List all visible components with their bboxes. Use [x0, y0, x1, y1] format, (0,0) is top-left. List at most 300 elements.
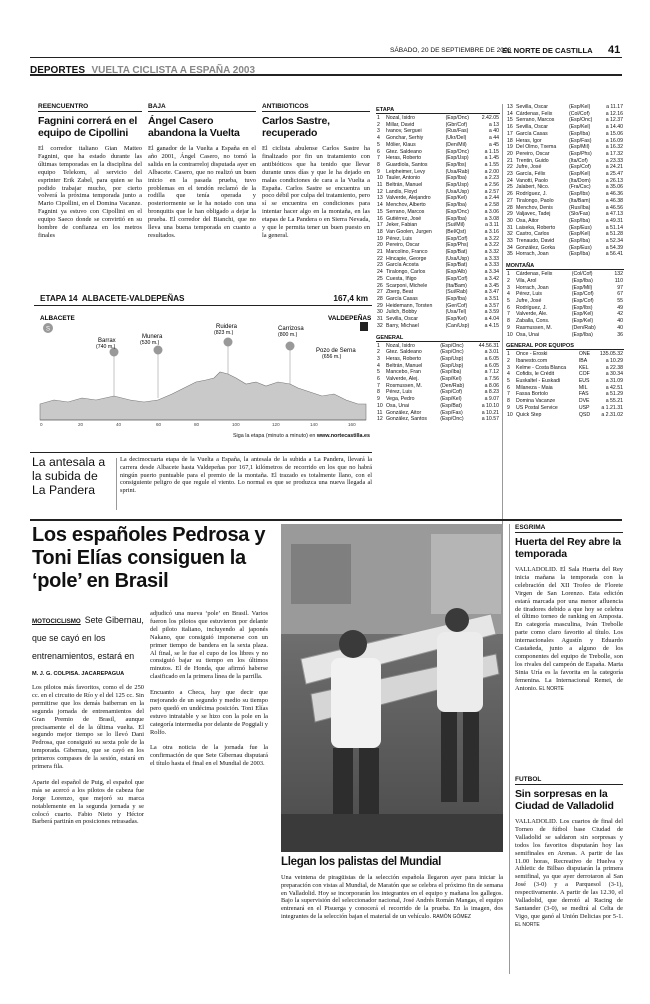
antesala-text: La decimocuarta etapa de la Vuelta a España, la antesala de la subida a La Pandera, llevará la carrera desde Albacete hasta Valdepeñas por 167,1 kilómetros de recorrido en los que no habrá ningún puerto puntuable para el premio de la montaña. El trazado es totalmente llano, con el consiguiente peligro de que regule el viento. Lo normal es que se produzca una nueva llegada al sprint. [120, 456, 372, 495]
table-row [376, 403, 500, 410]
rank-cell: 27 [377, 289, 383, 296]
time-cell: a 40 [488, 128, 499, 135]
futbol-headline: Sin sorpresas en la Ciudad de Valladolid [515, 788, 614, 812]
table-row [376, 175, 500, 182]
time-cell: a 3.22 [484, 242, 499, 249]
montana-table [506, 271, 624, 338]
time-cell: a 10.57 [481, 416, 499, 423]
rank-cell: 2 [377, 349, 380, 356]
rank-cell: 30 [377, 309, 383, 316]
team-cell: (Esp/Cof) [571, 297, 594, 304]
section-rule [30, 74, 622, 76]
time-cell: a 2.58 [484, 202, 499, 209]
team-cell: (Esp/Usp) [445, 155, 469, 162]
rank-cell: 8 [377, 161, 380, 168]
rank-cell: 5 [507, 378, 510, 385]
name-cell: Sevilla, Óscar [386, 316, 418, 323]
results-divider [502, 104, 503, 530]
time-cell: a 47.13 [605, 211, 623, 218]
rank-cell: 9 [377, 396, 380, 403]
rank-cell: 1 [377, 342, 380, 349]
km-tick: 140 [310, 422, 318, 427]
time-cell: a 3.57 [484, 302, 499, 309]
table-row [506, 238, 624, 245]
rank-cell: 1 [507, 351, 510, 358]
rank-cell: 2 [507, 357, 510, 364]
table-row [376, 369, 500, 376]
table-row [506, 278, 624, 285]
team-cell: (Den/Mil) [445, 141, 467, 148]
time-cell: 44.56.31 [478, 342, 499, 349]
etapa-table [376, 115, 500, 330]
team-cell: (Esp/Alb) [445, 269, 467, 276]
table-row [506, 171, 624, 178]
table-row [376, 416, 500, 423]
rank-cell: 9 [507, 324, 510, 331]
team-cell: (Slo/Fas) [568, 211, 591, 218]
name-cell: Fassa Bortolo [516, 391, 549, 398]
name-cell: Valverde, Ale. [516, 311, 548, 318]
story-body: El ganador de la Vuelta a España en el año 2001, Ángel Casero, no tomó la salida en la contrarreloj disputada ayer en Albacete. Casero, que no realizó un buen inicio en la pasada prueba, tuvo problemas en el tendón reclamó de la rodilla que tenía operada y posteriormente se le ha notado con una bronquitis que le han obligado a dejar la prueba. El corredor del Bianchi, que no lleva una buena temporada en cuanto a resultados. [148, 145, 256, 239]
section-subtitle: VUELTA CICLISTA A ESPAÑA 2003 [91, 65, 256, 74]
time-cell: a 44 [488, 135, 499, 142]
esgrima-headline: Huerta del Rey abre la temporada [515, 536, 621, 560]
name-cell: Beltrán, Manuel [386, 362, 423, 369]
time-cell: 40 [617, 318, 623, 325]
team-cell: (Esp/Kel) [440, 396, 462, 403]
team-cell: (Esp/Cof) [445, 275, 468, 282]
table-row [376, 276, 500, 283]
team-cell: (Ger/Cof) [445, 302, 468, 309]
table-row [376, 182, 500, 189]
rank-cell: 5 [377, 369, 380, 376]
team-cell: (Col/Cof) [571, 271, 593, 278]
table-row [376, 396, 500, 403]
name-cell: Gtez. Saldeano [386, 148, 422, 155]
story-fagnini [38, 103, 142, 279]
story-body: El ciclista abulense Carlos Sastre ha finalizado por fin un tratamiento con antibióticos que ha tenido que llevar durante unos días y que le ha dejado en malas condiciones de cara a la Vuelta a España. Carlos Sastre se encuentra un poco débil por culpa del tratamiento, pero sí se encuentra en condiciones para intentar hacer algo en la montaña, en las etapas de La Pandera o en Sierra Nevada, y que le permita tener un buen puesto en la general. [262, 145, 370, 239]
rank-cell: 24 [507, 177, 513, 184]
team-cell: (Ita/Cof) [568, 157, 588, 164]
table-row [376, 410, 500, 417]
rank-cell: 23 [507, 171, 513, 178]
name-cell: Trenaudo, David [516, 238, 555, 245]
name-cell: Vanotti, Paolo [516, 177, 548, 184]
team-cell: (Esp/Bat) [440, 402, 462, 409]
team-cell: (Esp/Bat) [445, 249, 468, 256]
time-cell: 42 [617, 311, 623, 318]
km-tick: 100 [232, 422, 240, 427]
team-cell: FAS [578, 391, 589, 398]
team-cell: (Esp/Cof) [571, 291, 594, 298]
photo-headline: Llegan los palistas del Mundial [281, 856, 442, 868]
km-tick: 120 [272, 422, 280, 427]
rank-cell: 8 [377, 389, 380, 396]
name-cell: Barry, Michael [386, 322, 419, 329]
table-row [506, 291, 624, 298]
table-row [506, 332, 624, 339]
table-row [506, 111, 624, 118]
table-row [376, 249, 500, 256]
sidebar-esgrima [515, 524, 623, 774]
team-cell: (Rus/Iba) [568, 204, 591, 211]
name-cell: Valjavec, Tadej [516, 211, 551, 218]
team-cell: (Can/Usp) [445, 322, 470, 329]
team-cell: KEL [578, 364, 589, 371]
name-cell: Tiralongo, Paolo [516, 197, 554, 204]
caption-body: Una veintena de piragüistas de la selección española llegaron ayer para iniciar la preparación con vistas al Mundial, de Maratón que se celebra el próximo fin de semana en Valladolid. Hoy se incorporarán los integrantes en el equipo y mañana los gallegos. Bajo la supervisión del seleccionador nacional, José Andrés Román Mangas, el equipo entrenará en el Pisuerga y conocerá el recorrido de la prueba. En la imagen, dos integrantes de la selección bajan el material de un vehículo. [281, 874, 503, 920]
etapa-title: ETAPA [376, 107, 500, 114]
rank-cell: 10 [507, 411, 513, 418]
team-cell: (Esp/Kel) [568, 231, 591, 238]
rank-cell: 19 [507, 144, 513, 151]
table-row [376, 128, 500, 135]
rank-cell: 6 [507, 384, 510, 391]
rank-cell: 15 [377, 208, 383, 215]
table-row [376, 289, 500, 296]
rank-cell: 15 [507, 117, 513, 124]
time-cell: a 25.47 [605, 171, 623, 178]
moto-body-2: adjudicó una nueva ‘pole’ en Brasil. Varios fueron los pilotos que estuvieron por delante del piloto italiano, incluyendo al japonés Nakano, que consiguió imponerse con un primer tiempo de bandera en la sexta plaza. Al final, se le fue el cupo de los libres y no consiguió bajar su tiempo en los últimos minutos. El de Honda, que afirmó haberse clasificado en la primera línea de la parrilla. Encuanto a Checa, hay que decir que mejorando de un segundo y medio su tiempo pero quedó en undécima posición. Toni Elías estuvo intratable y se hizo con la pole en la categoría intermedia por delante de Poggiali y Rolfo. La otra noticia de la jornada fue la confirmación de que Sete Gibernau disputará el título hasta el final en el Mundial de 2003. [150, 610, 268, 768]
team-cell: (Esp/Kel) [568, 171, 591, 178]
town-marker [140, 334, 163, 355]
time-cell: a 2.23 [484, 175, 499, 182]
table-row [506, 131, 624, 138]
rank-cell: 26 [377, 282, 383, 289]
time-cell: a 4.15 [484, 322, 499, 329]
time-cell: a 51.14 [605, 224, 623, 231]
team-cell: IBA [578, 357, 588, 364]
rank-cell: 2 [507, 277, 510, 284]
profile-start-label: ALBACETE [40, 315, 75, 322]
table-row [376, 356, 500, 363]
moto-col-2 [150, 610, 268, 974]
team-cell: QSD [578, 411, 591, 418]
time-cell: a 3.51 [484, 295, 499, 302]
town-altitude: (800 m.) [278, 332, 298, 338]
town-name: Carrizosa [278, 326, 304, 332]
table-row [376, 323, 500, 330]
rank-cell: 11 [377, 409, 383, 416]
table-row [506, 378, 624, 385]
name-cell: Vila, Arol [516, 277, 537, 284]
table-row [506, 245, 624, 252]
table-row [376, 142, 500, 149]
rank-cell: 7 [377, 382, 380, 389]
team-cell: (Usa/Rab) [445, 168, 470, 175]
page-header [30, 44, 622, 58]
town-marker [96, 338, 119, 357]
rank-cell: 10 [507, 331, 513, 338]
name-cell: Milaneza - Maia [516, 384, 553, 391]
rank-cell: 6 [377, 148, 380, 155]
rank-cell: 25 [377, 275, 383, 282]
km-tick: 160 [348, 422, 356, 427]
rank-cell: 7 [377, 155, 380, 162]
name-cell: Kelme - Costa Blanca [516, 364, 567, 371]
team-cell: (Usa/Usp) [445, 255, 469, 262]
name-cell: Hincapie, George [386, 255, 427, 262]
team-cell: (Sui/Rab) [445, 289, 468, 296]
table-row [506, 351, 624, 358]
name-cell: González, Santos [386, 416, 427, 423]
time-cell: a 1.15 [484, 148, 499, 155]
table-row [376, 236, 500, 243]
time-cell: a 35.06 [605, 184, 623, 191]
rank-cell: 34 [507, 244, 513, 251]
time-cell: a 55.21 [605, 398, 623, 405]
rank-cell: 2 [377, 121, 380, 128]
km-axis [40, 422, 356, 427]
rank-cell: 22 [507, 164, 513, 171]
time-cell: 97 [617, 284, 623, 291]
profile-title-bar [34, 292, 372, 306]
rank-cell: 13 [507, 104, 513, 110]
rank-cell: 19 [377, 235, 383, 242]
km-tick: 60 [156, 422, 162, 427]
team-cell: (Esp/Usp) [445, 182, 469, 189]
lower-rule [30, 519, 622, 521]
table-row [506, 104, 624, 111]
time-cell: a 3.11 [484, 222, 499, 229]
team-cell: (Esp/Kel) [568, 124, 591, 131]
rank-cell: 28 [507, 204, 513, 211]
story-kicker: BAJA [148, 103, 256, 112]
profile-distance: 167,4 km [333, 294, 368, 303]
team-cell: (Esp/Ibs) [568, 191, 590, 198]
rank-cell: 4 [507, 291, 510, 298]
time-cell: a 3.01 [484, 349, 499, 356]
table-row [506, 305, 624, 312]
photo-caption-text [281, 874, 503, 922]
time-cell: 132 [614, 271, 623, 278]
time-cell: a 2.44 [484, 195, 499, 202]
section-bar [30, 60, 622, 74]
name-cell: Heidemann, Torsten [386, 302, 433, 309]
table-row [506, 412, 624, 419]
name-cell: Vega, Pedro [386, 396, 415, 403]
table-row [376, 262, 500, 269]
rank-cell: 10 [377, 402, 383, 409]
name-cell: Leipheimer, Levy [386, 168, 426, 175]
name-cell: Zaballa, Cons. [516, 318, 550, 325]
table-row [376, 343, 500, 350]
name-cell: Beltrán, Manuel [386, 182, 423, 189]
team-cell: (Ita/Bam) [568, 197, 591, 204]
time-cell: a 31.09 [605, 378, 623, 385]
rank-cell: 14 [377, 202, 383, 209]
name-cell: Del Olmo, Txema [516, 144, 557, 151]
team-cell: (Ita/Bam) [445, 282, 467, 289]
section-title: DEPORTES [30, 65, 86, 74]
table-row [506, 211, 624, 218]
time-cell: a 54.39 [605, 244, 623, 251]
rank-cell: 17 [507, 130, 513, 137]
table-row [506, 205, 624, 212]
table-row [506, 371, 624, 378]
photo-caption [281, 874, 503, 974]
time-cell: a 13 [488, 121, 499, 128]
town-altitude: (740 m.) [96, 344, 116, 350]
team-cell: (Esp/Iba) [568, 251, 591, 258]
team-cell: (Esp/Phs) [568, 150, 592, 157]
rank-cell: 25 [507, 184, 513, 191]
rank-cell: 20 [377, 242, 383, 249]
time-cell: a 22.38 [605, 364, 623, 371]
time-cell: 67 [617, 291, 623, 298]
time-cell: 49 [617, 304, 623, 311]
moto-deck-text: Sete Gibernau, que se cayó en los entrenamientos, estará en [32, 615, 144, 661]
table-row [506, 117, 624, 124]
story-kicker: REENCUENTRO [38, 103, 142, 112]
futbol-body: VALLADOLID. Los cuartos de final del Torneo de fútbol base Ciudad de Valladolid se saldaron sin sorpresas y todos los favoritos disputarán hoy las semifinales en Arenas. A partir de las 11.00 horas, Recreativo de Huelva y Athletic de Bilbao disputarán la primera semifinal, ya que ayer derrotaron al San José (3-0) y a Parquesol (3-1), respectivamente. A partir de las 12.30, el Valladolid, que derrotó al Racing de Santander (3-0), se medirá al Celta de Vigo, que ganó al Unión Delicias por 5-1. [515, 818, 623, 920]
general-table [376, 343, 500, 423]
rank-cell: 27 [507, 197, 513, 204]
rank-cell: 3 [507, 284, 510, 291]
team-cell: (Esp/Mil) [568, 144, 590, 151]
profile-footer-prefix: Siga la etapa (minuto a minuto) en [232, 433, 316, 439]
time-cell: a 3.45 [484, 282, 499, 289]
town-marker [278, 326, 304, 351]
profile-end-label: VALDEPEÑAS [328, 315, 372, 322]
team-cell: ONE [578, 351, 591, 358]
name-cell: Gonchar, Serhiy [386, 135, 424, 142]
time-cell: a 2.57 [484, 188, 499, 195]
rank-cell: 9 [377, 168, 380, 175]
story-headline: Ángel Casero abandona la Vuelta [148, 115, 240, 139]
table-row [376, 195, 500, 202]
name-cell: Pereiro, Óscar [516, 150, 550, 157]
profile-area [40, 372, 366, 420]
table-row [376, 283, 500, 290]
team-cell: (Esp/Ibs) [571, 304, 593, 311]
name-cell: Millar, David [386, 121, 415, 128]
name-cell: Menchov, Denis [516, 204, 553, 211]
name-cell: Heras, Igor [516, 137, 542, 144]
start-marker [43, 323, 53, 333]
team-cell: (Sui/Mil) [445, 222, 465, 229]
name-cell: Van Goolen, Jurgen [386, 228, 432, 235]
time-cell: 2.42.05 [481, 115, 499, 121]
name-cell: Trentin, Guido [516, 157, 549, 164]
time-cell: a 2.56 [484, 182, 499, 189]
time-cell: a 4.04 [484, 316, 499, 323]
name-cell: Landis, Floyd [386, 188, 417, 195]
equipos-title: GENERAL POR EQUIPOS [506, 343, 624, 350]
time-cell: a 3.08 [484, 215, 499, 222]
moto-headline: Los españoles Pedrosa y Toni Elías consiguen la ‘pole’ en Brasil [32, 524, 266, 592]
name-cell: Sevilla, Óscar [516, 104, 548, 110]
rank-cell: 10 [377, 175, 383, 182]
table-row [506, 391, 624, 398]
team-cell: (Usa/Tel) [445, 309, 467, 316]
time-cell: a 8.23 [484, 389, 499, 396]
table-row [376, 169, 500, 176]
name-cell: Gtez. Saldeano [386, 349, 422, 356]
name-cell: Jeker, Fabian [386, 222, 418, 229]
team-cell: (Gbr/Cof) [445, 121, 468, 128]
time-cell: 110 [614, 277, 623, 284]
rank-cell: 32 [377, 322, 383, 329]
time-cell: a 14.40 [605, 124, 623, 131]
time-cell: a 15.06 [605, 130, 623, 137]
table-row [376, 202, 500, 209]
profile-footer-site[interactable]: www.nortecastilla.es [316, 433, 370, 439]
town-altitude: (656 m.) [322, 354, 342, 360]
rank-cell: 7 [507, 311, 510, 318]
name-cell: Scarponi, Michele [386, 282, 428, 289]
general-cont-table [506, 104, 624, 258]
team-cell: (Esp/Kel) [571, 318, 594, 325]
time-cell: a 10.10 [481, 402, 499, 409]
name-cell: Valverde, Alej. [386, 376, 419, 383]
time-cell: a 10.21 [481, 409, 499, 416]
table-row [376, 363, 500, 370]
team-cell: (Esp/Iba) [445, 202, 467, 209]
name-cell: Laiseka, Roberto [516, 224, 556, 231]
rank-cell: 6 [377, 376, 380, 383]
futbol-text [515, 818, 623, 930]
name-cell: Valverde, Alejandro [386, 195, 431, 202]
rank-cell: 3 [377, 128, 380, 135]
table-row [376, 162, 500, 169]
moto-body-1: Los pilotos más favoritos, como el de 250 cc. en el circuito de Río y el del 125 cc. Sin permitirse que los demás baiberran en la segunda jornada de entrenamientos del Gran Premio de Brasil, aunque precisamente el de la última vuelta. El segundo mejor tiempo se lo llevó Dani Pedrosa, que consiguió su sexta pole de la temporada. Gibernau, que se cayó en los primeros compases de la sesión, estará en primera fila. Aparte del español de Puig, el español que más se acercó a los pilotos de cabeza fue Jorge Lorenzo, que mejoró su marca notablemente en la segunda jornada y se colocó cuarto. Fabio Nieto y Héctor Barberá partirán en posiciones retrasadas. [32, 684, 144, 826]
story-casero [148, 103, 256, 279]
table-row [506, 405, 624, 412]
name-cell: Gutiérrez, José [386, 215, 422, 222]
team-cell: (Usa/Usp) [445, 188, 469, 195]
team-cell: (Esp/Usp) [440, 362, 464, 369]
table-row [376, 149, 500, 156]
finish-marker [360, 322, 368, 331]
name-cell: Domina Vacanze [516, 398, 556, 405]
rank-cell: 29 [507, 211, 513, 218]
time-cell: a 3.33 [484, 255, 499, 262]
profile-title: ETAPA 14 ALBACETE-VALDEPEÑAS [40, 294, 185, 303]
name-cell: Sevilla, Óscar [516, 124, 548, 131]
table-row [506, 231, 624, 238]
rank-cell: 32 [507, 231, 513, 238]
table-row [506, 285, 624, 292]
rank-cell: 30 [507, 217, 513, 224]
name-cell: Cárdenas, Felix [516, 271, 553, 278]
time-cell: a 3.33 [484, 262, 499, 269]
moto-sport: MOTOCICLISMO [32, 618, 81, 625]
name-cell: Horrach, Joan [516, 284, 549, 291]
rank-cell: 12 [377, 416, 383, 423]
time-cell: a 2.31.02 [601, 411, 623, 418]
team-cell: MIL [578, 384, 588, 391]
km-tick: 40 [116, 422, 122, 427]
rank-cell: 21 [507, 157, 513, 164]
table-row [376, 229, 500, 236]
moto-deck [32, 610, 144, 666]
results-col-1 [376, 104, 500, 534]
antesala-divider [116, 458, 117, 510]
table-row [506, 398, 624, 405]
rank-cell: 6 [507, 304, 510, 311]
time-cell: a 17.32 [605, 150, 623, 157]
rank-cell: 23 [377, 262, 383, 269]
team-cell: (Den/Rab) [440, 382, 465, 389]
name-cell: González, Aitor [386, 409, 422, 416]
name-cell: González, Gorka [516, 244, 555, 251]
team-cell: (Esp/Mil) [571, 284, 593, 291]
table-row [376, 389, 500, 396]
name-cell: Pérez, Luis [386, 235, 412, 242]
rank-cell: 24 [377, 269, 383, 276]
time-cell: a 3.16 [484, 228, 499, 235]
